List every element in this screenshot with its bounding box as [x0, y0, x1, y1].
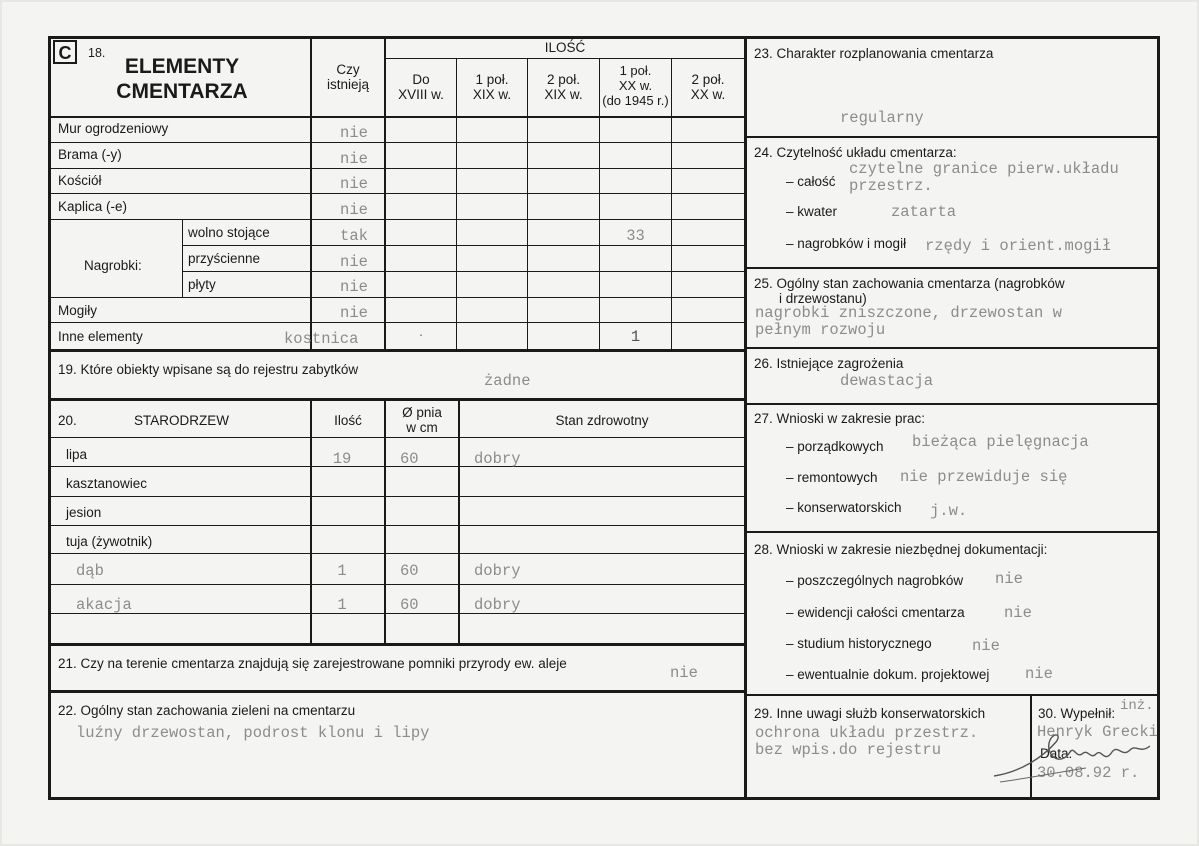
row-label: płyty [188, 277, 216, 292]
s29-value: ochrona układu przestrz. [755, 724, 979, 742]
row-line [50, 553, 746, 554]
s20-col [384, 400, 386, 644]
s18-header-bottom [50, 116, 746, 118]
section-line [50, 643, 746, 646]
s27-item-label: – porządkowych [786, 439, 884, 454]
tree-diam: 60 [400, 596, 419, 614]
section-line [746, 531, 1158, 533]
section-title-line1: ELEMENTY [124, 55, 240, 78]
section-title-line2: CMENTARZA [116, 80, 248, 103]
s30-label: 30. Wypełnił: [1038, 706, 1116, 721]
s30-date-value: 30.08.92 r. [1037, 764, 1140, 782]
section-line [746, 403, 1158, 405]
period-header: 1 poł. XX w. (do 1945 r.) [602, 63, 669, 108]
tree-diam: 60 [400, 450, 419, 468]
period-header: Do XVIII w. [398, 72, 444, 102]
section-line [50, 349, 746, 352]
exists-value: nie [340, 150, 368, 168]
s18-nagrobki-divider [182, 219, 183, 297]
row-line [50, 613, 746, 614]
border-bottom [48, 797, 1160, 800]
s20-title: STARODRZEW [134, 413, 229, 428]
s28-item-label: – ewidencji całości cmentarza [786, 605, 965, 620]
row-line [50, 496, 746, 497]
s20-col-diam: Ø pnia w cm [402, 405, 442, 435]
border-right [1157, 36, 1160, 800]
exists-value: nie [340, 201, 368, 219]
tree-health: dobry [474, 450, 521, 468]
row-label: Kaplica (-e) [58, 199, 128, 214]
s23-label: 23. Charakter rozplanowania cmentarza [754, 46, 994, 61]
row-line [50, 142, 746, 143]
row-line [50, 437, 746, 438]
count-value: 33 [626, 227, 645, 245]
exists-value: nie [340, 253, 368, 271]
row-label: Mogiły [58, 303, 98, 318]
header-exists: Czy istnieją [326, 62, 370, 92]
s27-item-value: j.w. [930, 502, 968, 520]
s28-label: 28. Wnioski w zakresie niezbędnej dokumentacji: [754, 542, 1048, 557]
row-label: Kościół [58, 173, 102, 188]
s25-value: pełnym rozwoju [755, 321, 886, 339]
row-line [50, 193, 746, 194]
s22-label: 22. Ogólny stan zachowania zieleni na cmentarzu [58, 703, 356, 718]
s28-item-value: nie [1025, 665, 1053, 683]
section-line [50, 398, 746, 401]
row-label: Inne elementy [58, 329, 143, 344]
period-header: 2 poł. XIX w. [544, 72, 583, 102]
tree-health: dobry [474, 596, 521, 614]
s28-item-value: nie [972, 637, 1000, 655]
s30-name: Henryk Grecki [1037, 723, 1158, 741]
s24-calosc-value: przestrz. [849, 177, 933, 195]
section-line [746, 347, 1158, 349]
tree-name: jesion [66, 505, 102, 520]
s28-item-value: nie [1004, 604, 1032, 622]
s28-item-label: – poszczególnych nagrobków [786, 573, 964, 588]
row-label: wolno stojące [188, 225, 270, 240]
s24-label: 24. Czytelność układu cmentarza: [754, 145, 957, 160]
s18-ilosc-underline [386, 58, 744, 59]
period-header: 2 poł. XX w. [690, 72, 726, 102]
row-label: Mur ogrodzeniowy [58, 121, 169, 136]
row-line [50, 466, 746, 467]
tree-name: akacja [76, 596, 132, 614]
s19-label: 19. Które obiekty wpisane są do rejestru zabytków [58, 362, 359, 377]
section-letter: C [58, 43, 72, 63]
s24-calosc-label: – całość [786, 174, 836, 189]
s30-date-label: Data: [1040, 746, 1073, 761]
row-label: przyścienne [188, 251, 261, 266]
row-line [50, 525, 746, 526]
s25-label: i drzewostanu) [779, 291, 867, 306]
exists-value: nie [340, 278, 368, 296]
row-line [50, 322, 746, 323]
exists-value: kostnica [284, 330, 359, 348]
section-line [746, 136, 1158, 138]
s30-title: inż. [1120, 698, 1154, 714]
s26-label: 26. Istniejące zagrożenia [754, 356, 904, 371]
s27-item-label: – konserwatorskich [786, 500, 902, 515]
s29-label: 29. Inne uwagi służb konserwatorskich [754, 706, 986, 721]
s22-value: luźny drzewostan, podrost klonu i lipy [76, 724, 430, 742]
border-left [48, 36, 51, 800]
tree-name: dąb [76, 562, 104, 580]
tree-count: 1 [337, 562, 347, 580]
section-number: 18. [88, 46, 106, 60]
border-top [48, 36, 1160, 39]
tree-name: lipa [66, 447, 88, 462]
s27-item-value: bieżąca pielęgnacja [912, 433, 1089, 451]
s23-value: regularny [840, 109, 924, 127]
section-line [746, 694, 1158, 696]
s28-item-label: – studium historycznego [786, 636, 932, 651]
s27-item-value: nie przewiduje się [900, 468, 1068, 486]
s27-item-label: – remontowych [786, 470, 878, 485]
tree-diam: 60 [400, 562, 419, 580]
exists-value: tak [340, 227, 368, 245]
s20-number: 20. [58, 413, 77, 428]
s21-label: 21. Czy na terenie cmentarza znajdują się zarejestrowane pomniki przyrody ew. aleje [58, 656, 567, 671]
period-header: 1 poł. XIX w. [472, 72, 512, 102]
row-line [50, 219, 746, 220]
s20-col [458, 400, 460, 644]
tree-count: 1 [337, 596, 347, 614]
s25-value: nagrobki zniszczone, drzewostan w [755, 304, 1062, 322]
s24-nagrobkow-value: rzędy i orient.mogił [925, 237, 1112, 255]
tree-name: tuja (żywotnik) [66, 534, 153, 549]
exists-value: nie [340, 124, 368, 142]
s29-value: bez wpis.do rejestru [755, 741, 942, 759]
s20-col-health: Stan zdrowotny [555, 413, 649, 428]
s26-value: dewastacja [840, 372, 934, 390]
row-line [50, 297, 746, 298]
s24-calosc-value: czytelne granice pierw.układu [849, 160, 1119, 178]
exists-value: nie [340, 304, 368, 322]
s28-item-value: nie [995, 570, 1023, 588]
s20-col-count: Ilość [334, 413, 362, 428]
section-line [746, 267, 1158, 269]
tree-name: kasztanowiec [66, 476, 148, 491]
exists-value: nie [340, 175, 368, 193]
header-ilosc: ILOŚĆ [544, 40, 586, 55]
count-value: 1 [630, 328, 641, 346]
s27-label: 27. Wnioski w zakresie prac: [754, 411, 926, 426]
section-line [50, 690, 746, 693]
divider-middle [744, 36, 747, 800]
row-line [50, 168, 746, 169]
s19-value: żadne [484, 372, 531, 390]
s25-label: 25. Ogólny stan zachowania cmentarza (nagrobków [754, 276, 1065, 291]
tree-count: 19 [332, 450, 352, 468]
s24-kwater-value: zatarta [891, 203, 957, 221]
s28-item-label: – ewentualnie dokum. projektowej [786, 667, 990, 682]
dot-mark: · [418, 327, 424, 342]
row-line [50, 584, 746, 585]
s21-value: nie [670, 664, 698, 682]
signature-image [990, 728, 1156, 788]
s24-nagrobkow-label: – nagrobków i mogił [786, 236, 907, 251]
row-line [182, 245, 746, 246]
nagrobki-label: Nagrobki: [84, 258, 142, 273]
row-label: Brama (-y) [58, 147, 122, 162]
s24-kwater-label: – kwater [786, 204, 838, 219]
row-line [182, 271, 746, 272]
tree-health: dobry [474, 562, 521, 580]
